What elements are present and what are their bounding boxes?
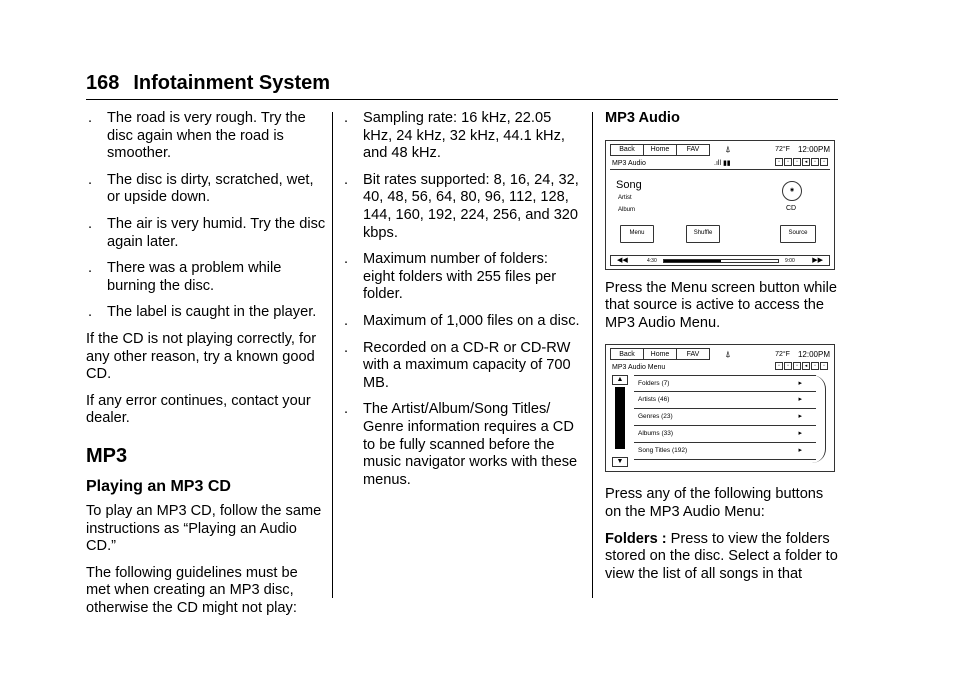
chevron-right-icon: ▸ [798,447,802,455]
scrollbar[interactable] [615,387,625,449]
scroll-down-icon[interactable]: ▼ [612,457,628,467]
column-3 [605,110,840,592]
back-button[interactable]: Back [610,348,644,360]
list-curve [812,375,826,463]
chevron-right-icon: ▸ [798,430,802,438]
progress-fill [664,260,721,262]
column-1 [86,110,326,627]
paragraph: Press any of the following buttons on the MP3 Audio Menu: [605,486,824,520]
status-icons [775,158,828,166]
paragraph: To play an MP3 CD, follow the same instructions as “Playing an Audio CD.” [86,503,322,555]
bullet-item: . The label is caught in the player. [88,304,317,321]
song-title: Song [616,178,642,191]
chevron-right-icon: ▸ [798,396,802,404]
divider [610,169,830,170]
menu-item-song-titles[interactable]: Song Titles (192) ▸ [634,443,816,460]
status-icons [775,362,828,370]
status-icon: ◂ [802,158,810,166]
home-button[interactable]: Home [643,144,677,156]
paragraph: Press the Menu screen button while that source is active to access the MP3 Audio Menu. [605,279,838,331]
clock: 12:00PM [797,145,830,155]
nav-icon[interactable]: ⍋ [725,348,731,359]
bullet-item: . Bit rates supported: 8, 16, 24, 32, 40, 48, 56, 64, 80, 96, 112, 128, 144, 160, 192, 224, 256, and 320 kbps. [344,171,579,241]
status-icon: ▫ [793,158,801,166]
cd-icon: ◉ [782,181,802,201]
rewind-icon[interactable]: ◀◀ [617,256,628,264]
heading-mp3-audio: MP3 Audio [605,110,680,126]
status-icon: ▫ [793,362,801,370]
status-icon: ▫ [811,362,819,370]
clock: 12:00PM [797,349,830,359]
shuffle-button[interactable]: Shuffle [686,225,720,243]
menu-item-genres[interactable]: Genres (23) ▸ [634,409,816,426]
signal-icon: .ıll ▮▮ [714,159,731,167]
bullet-item: . The road is very rough. Try the disc again when the road is smoother. [88,110,306,162]
album-label: Album [618,206,636,213]
column-2 [342,110,582,498]
temperature: 72°F [775,350,790,358]
playback-bar [610,255,830,266]
heading-playing-mp3: Playing an MP3 CD [86,477,231,495]
page-header [86,72,330,95]
status-icon: ▫ [820,158,828,166]
chevron-right-icon: ▸ [798,413,802,421]
nav-icon[interactable]: ⍋ [725,144,731,155]
column-divider-1 [332,112,333,598]
fav-button[interactable]: FAV [676,144,710,156]
status-icon: ▫ [784,362,792,370]
scroll-up-icon[interactable]: ▲ [612,375,628,385]
back-button[interactable]: Back [610,144,644,156]
screen-title: MP3 Audio Menu [612,364,666,372]
cd-label: CD [786,204,797,212]
status-icon: ▫ [811,158,819,166]
status-icon: ▫ [775,362,783,370]
menu-item-albums[interactable]: Albums (33) ▸ [634,426,816,443]
status-icon: ▫ [784,158,792,166]
total-time: 9:00 [785,257,795,264]
menu-list [634,375,816,460]
elapsed-time: 4:30 [647,257,657,264]
fav-button[interactable]: FAV [676,348,710,360]
folders-paragraph [605,531,840,584]
bullet-item: . The Artist/Album/Song Titles/ Genre information requires a CD to be fully scanned before the music navigator works with these menus. [344,401,578,488]
paragraph: If any error continues, contact your dealer. [86,392,311,427]
page-number: 168 [86,72,120,94]
header-rule [86,99,838,100]
heading-mp3: MP3 [86,444,128,467]
menu-item-artists[interactable]: Artists (46) ▸ [634,392,816,409]
progress-track[interactable] [663,259,779,263]
mp3-audio-screen [605,140,835,270]
bullet-item: . Sampling rate: 16 kHz, 22.05 kHz, 24 kHz, 32 kHz, 44.1 kHz, and 48 kHz. [344,110,565,162]
paragraph: The following guidelines must be met when creating an MP3 disc, otherwise the CD might not play: [86,564,298,617]
bullet-item: . Recorded on a CD-R or CD-RW with a maximum capacity of 700 MB. [344,339,571,391]
status-icon: ◂ [802,362,810,370]
status-icon: ▫ [775,158,783,166]
bullet-item: . Maximum of 1,000 files on a disc. [344,312,580,329]
chevron-right-icon: ▸ [798,380,802,388]
folders-desc: Press to view the folders stored on the disc. Select a folder to view the list of all songs in that [605,530,838,582]
bullet-item: . The disc is dirty, scratched, wet, or upside down. [88,171,314,206]
column-divider-2 [592,112,593,598]
bullet-item: . The air is very humid. Try the disc again later. [88,215,326,250]
mp3-audio-menu-screen [605,344,835,472]
temperature: 72°F [775,146,790,154]
status-icon: ▫ [820,362,828,370]
menu-list-area [610,375,830,467]
source-button[interactable]: Source [780,225,816,243]
bullet-item: . There was a problem while burning the disc. [88,260,282,294]
home-button[interactable]: Home [643,348,677,360]
screen-title: MP3 Audio [612,159,646,167]
fast-forward-icon[interactable]: ▶▶ [812,256,823,264]
artist-label: Artist [618,194,632,201]
paragraph: If the CD is not playing correctly, for any other reason, try a known good CD. [86,330,317,383]
folders-term: Folders : [605,530,667,547]
menu-item-folders[interactable]: Folders (7) ▸ [634,375,816,392]
bullet-item: . Maximum number of folders: eight folders with 255 files per folder. [344,251,557,303]
menu-button[interactable]: Menu [620,225,654,243]
section-title: Infotainment System [133,72,331,94]
